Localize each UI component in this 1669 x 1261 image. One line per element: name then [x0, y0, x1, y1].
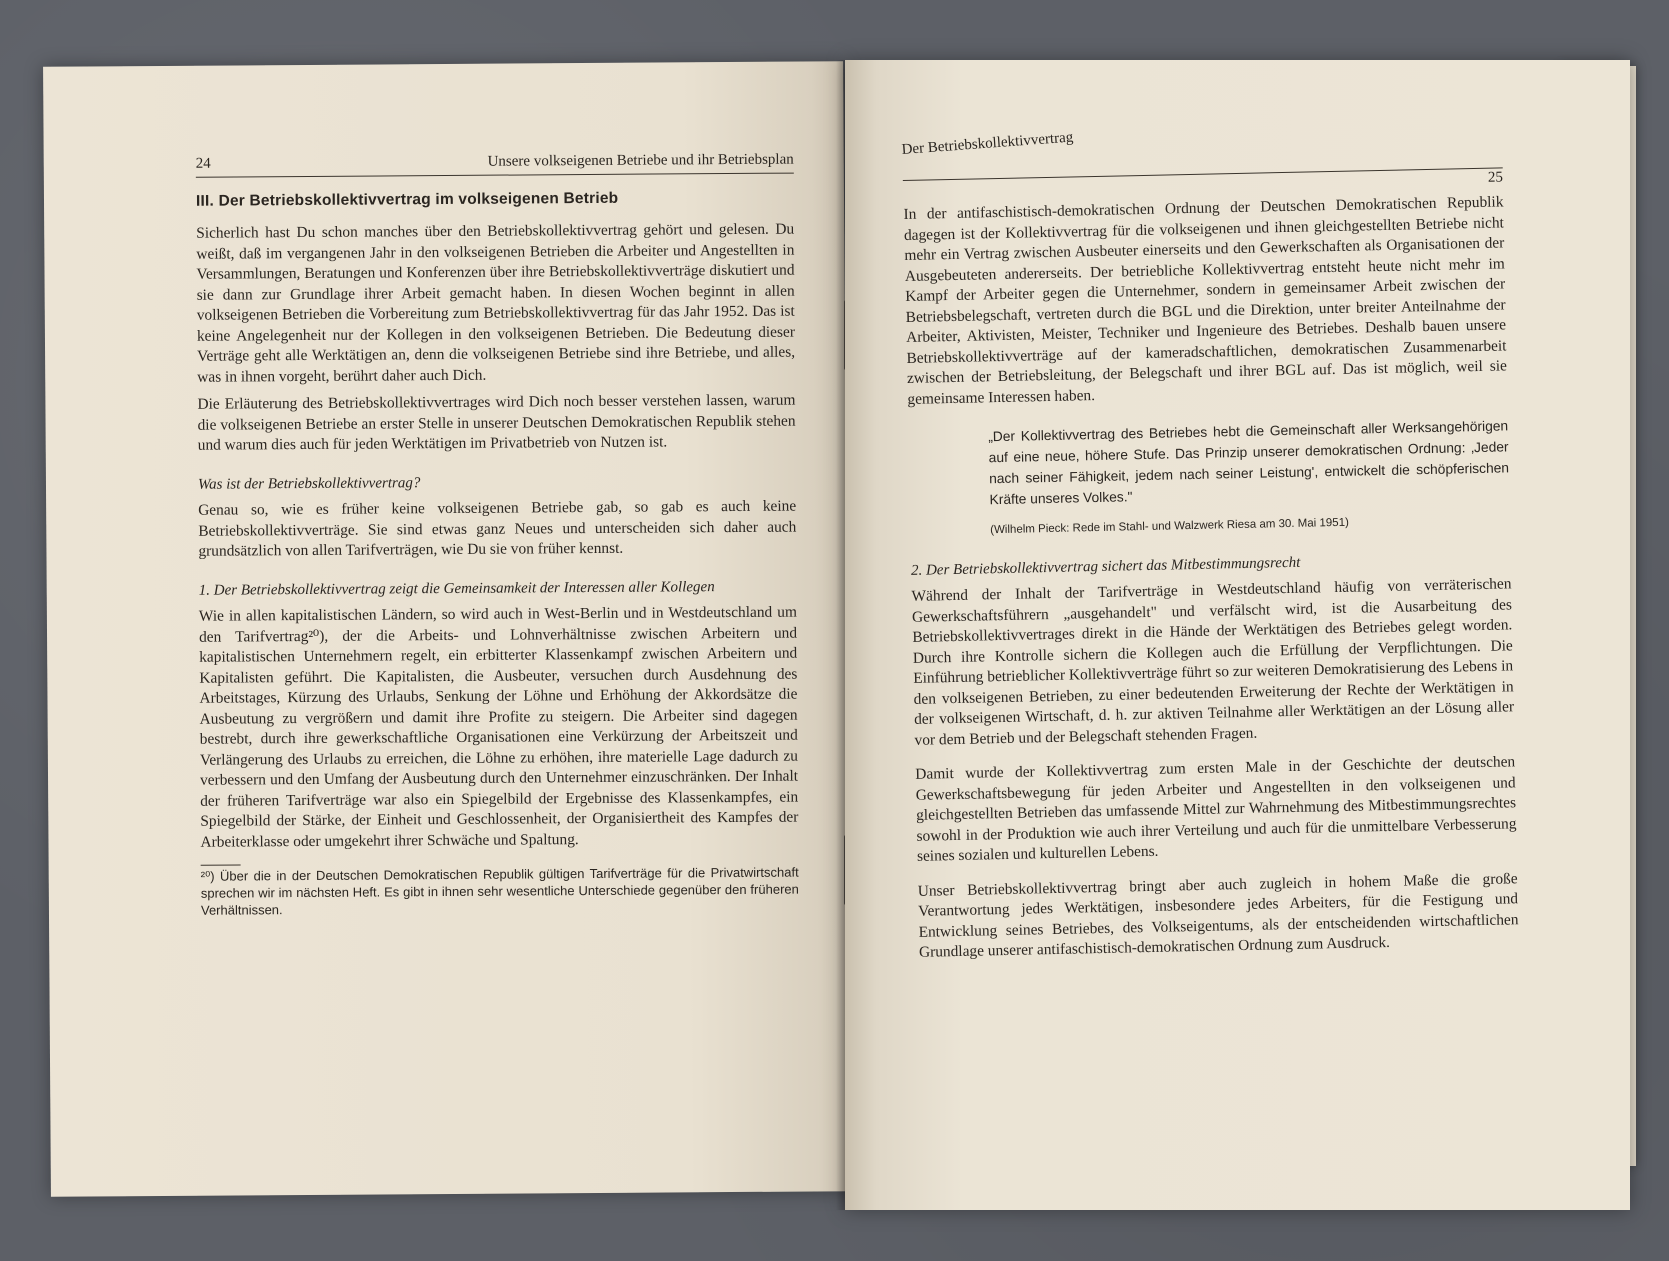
section-title: III. Der Betriebskollektivvertrag im volkseigenen Betrieb — [195, 189, 619, 210]
quote: „Der Kollektivvertrag des Betriebes hebt die Gemeinschaft aller Werksangehörigen auf eine neue, höhere Stufe. Das Prinzip unserer demokratischen Ordnung: ‚Jeder nach seiner Fähigkeit, jedem nach seiner Leistung', entwickelt die schöpferischen Kräfte unseres Volkes." — [988, 418, 1510, 508]
subheading-codetermination: 2. Der Betriebskollektivvertrag sichert das Mitbestimmungsrecht — [910, 554, 1301, 579]
left-running-head-title: Unsere volkseigenen Betriebe und ihr Betriebsplan — [487, 151, 794, 170]
right-page-content — [902, 127, 1519, 970]
subheading-common-interests: 1. Der Betriebskollektivvertrag zeigt die Gemeinsamkeit der Interessen aller Kollegen — [198, 578, 715, 599]
left-running-head — [196, 150, 794, 178]
paragraph: Damit wurde der Kollektivvertrag zum ersten Male in der Geschichte der deutschen Gewerkschaftsbewegung für jeden Arbeiter und Angestellten in den volkseigenen und gleichgestellten Betrieben das umfassende Mittel zur Wahrnehmung des Mitbestimmungsrechtes sowohl in der Produktion wie auch ihrer Verteilung und auch für die unmittelbare Verbesserung seines sozialen und kulturellen Lebens. — [915, 753, 1517, 865]
paragraph: In der antifaschistisch-demokratischen Ordnung der Deutschen Demokratischen Republik dagegen ist der Kollektivvertrag für die volkseigenen und ihnen gleichgestellten Betriebe nicht mehr ein Vertrag zwischen Ausbeuter einerseits und den Gewerkschaften als Organisationen der Ausgebeuteten andererseits. Der betriebliche Kollektivvertrag entsteht heute nicht mehr im Kampf der Arbeiter gegen die Unternehmer, sondern in gemeinsamer Arbeit zwischen der Betriebsbelegschaft, vertreten durch die BGL und die Direktion, unter breiter Anteilnahme der Arbeiter, Aktivisten, Meister, Techniker und Ingenieure des Betriebes. Deshalb bauen unsere Betriebskollektivverträge auf der kameradschaftlichen, demokratischen Zusammenarbeit zwischen der Betriebsleitung, der Belegschaft und ihrer BGL auf. Das ist möglich, weil sie gemeinsame Interessen haben. — [903, 193, 1508, 408]
footnote: ²⁰) Über die in der Deutschen Demokratischen Republik gültigen Tarifverträge für die Privatwirtschaft sprechen wir im nächsten Heft. Es gibt in ihnen sehr wesentliche Unterschiede gegenüber den früheren Verhältnissen. — [200, 864, 799, 918]
right-page-number: 25 — [1487, 168, 1504, 186]
footnote-rule — [201, 864, 241, 865]
paragraph: Die Erläuterung des Betriebskollektivvertrages wird Dich noch besser verstehen lassen, warum die volkseigenen Betriebe an erster Stelle in unserer Deutschen Demokratischen Republik stehen und warum dies auch für jeden Werktätigen im Privatbetrieb von Nutzen ist. — [197, 391, 796, 454]
right-running-head — [901, 127, 1504, 186]
paragraph: Während der Inhalt der Tarifverträge in Westdeutschland häufig von verräterischen Gewerkschaftsführern „ausgehandelt" und verfälscht wird, ist die Ausarbeitung des Betriebskollektivvertrages direkt in die Hände der Werktätigen des Betriebes gelegt worden. Durch ihre Kontrolle sichern die Kollegen auch die Erfüllung der Verpflichtungen. Die Einführung betrieblicher Kollektivverträge führt so zur weiteren Demokratisierung des Lebens in den volkseigenen Betrieben, zu einer bedeutenden Erweiterung der Rechte der Werktätigen in der volkseigenen Wirtschaft, d. h. zur aktiven Teilnahme aller Werktätigen an der Lösung aller vor dem Betrieb und der Belegschaft stehenden Fragen. — [911, 575, 1515, 749]
paragraph: Wie in allen kapitalistischen Ländern, so wird auch in West-Berlin und in Westdeutschland um den Tarifvertrag²⁰), der die Arbeits- und Lohnverhältnisse zwischen Arbeitern und kapitalistischen Unternehmern regelt, ein erbitterter Klassenkampf zwischen Arbeitern und Kapitalisten geführt. Die Kapitalisten, die Ausbeuter, versuchen durch Ausdehnung des Arbeitstages, Kürzung des Urlaubs, Senkung der Löhne und Erhöhung der Akkordsätze die Ausbeutung zu vergrößern und damit ihre Profite zu steigern. Die Arbeiter sind dagegen bestrebt, durch ihre gewerkschaftliche Organisationen eine Verkürzung der Arbeitszeit und Verlängerung des Urlaubs zu erreichen, die Löhne zu erhöhen, ihre materielle Lage dadurch zu verbessern und den Umfang der Ausbeutung durch den Unternehmer einzuschränken. Der Inhalt der früheren Tarifverträge war also ein Spiegelbild der Ergebnisse des Klassenkampfes, ein Spiegelbild der Stärke, der Einheit und Geschlossenheit, der Organisiertheit des Kampfes der Arbeiterklasse oder umgekehrt ihrer Schwäche und Spaltung. — [198, 603, 799, 851]
quote-source: (Wilhelm Pieck: Rede im Stahl- und Walzwerk Riesa am 30. Mai 1951) — [990, 516, 1350, 537]
paragraph: Unser Betriebskollektivvertrag bringt aber auch zugleich in hohem Maße die große Verantwortung jedes Werktätigen, insbesondere jedes Arbeiters, für die Festigung und Entwicklung seines Betriebes, des Volkseigentums, als der entscheidenden wirtschaftlichen Grundlage unserer antifaschistisch-demokratischen Ordnung zum Ausdruck. — [917, 869, 1519, 961]
left-page — [43, 61, 851, 1197]
paragraph: Genau so, wie es früher keine volkseigenen Betriebe gab, so gab es auch keine Betriebskollektivverträge. Sie sind etwas ganz Neues und unterscheiden sich daher auch grundsätzlich von allen Tarifverträgen, wie Du sie von früher kennst. — [198, 497, 797, 560]
subheading-what-is: Was ist der Betriebskollektivvertrag? — [197, 474, 421, 493]
right-page — [845, 60, 1630, 1210]
paragraph: Sicherlich hast Du schon manches über den Betriebskollektivvertrag gehört und gelesen. Du weißt, daß im vergangenen Jahr in den volkseigenen Betrieben die Arbeiter und Angestellten in Versammlungen, Beratungen und Konferenzen über ihre Betriebskollektivverträge diskutiert und sie dann zur Grundlage ihrer Arbeit gemacht haben. In diesen Wochen beginnt in allen volkseigenen Betrieben die Vorbereitung zum Betriebskollektivvertrag für das Jahr 1952. Das ist keine Angelegenheit nur der Kollegen in den volkseigenen Betrieben. Die Bedeutung dieser Verträge geht alle Werktätigen an, denn die volkseigenen Betriebe sind ihre Betriebe, und alles, was in ihnen vorgeht, berührt daher auch Dich. — [196, 220, 796, 386]
right-running-head-title: Der Betriebskollektivvertrag — [901, 129, 1074, 159]
left-page-number: 24 — [195, 155, 211, 172]
left-page-content — [196, 150, 799, 919]
